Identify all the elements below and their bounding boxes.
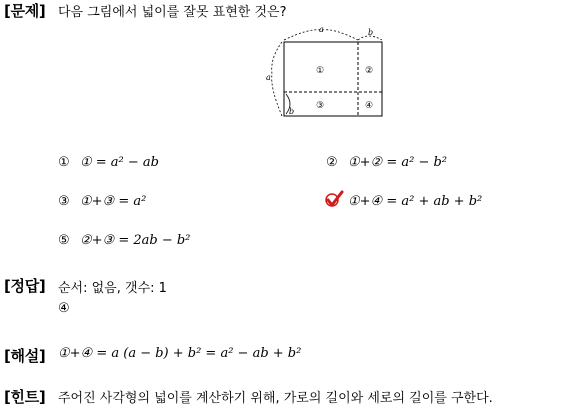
left-brace-a	[272, 42, 282, 116]
option-2-expression: ①+② = a² − b²	[348, 155, 448, 170]
solution-text: ①+④ = a (a − b) + b² = a² − ab + b²	[58, 346, 302, 361]
left-label-b: b	[289, 107, 295, 116]
top-label-b: b	[368, 28, 374, 37]
top-label-a: a	[319, 25, 324, 34]
option-5[interactable]	[58, 233, 190, 248]
rectangle-figure	[264, 22, 388, 122]
region-label-4: ④	[365, 101, 374, 111]
option-1[interactable]	[58, 155, 159, 170]
option-1-number: ①	[58, 155, 70, 170]
option-2-number: ②	[326, 155, 338, 170]
question-text: 다음 그림에서 넓이를 잘못 표현한 것은?	[58, 5, 287, 20]
option-2[interactable]	[326, 155, 447, 170]
answer-meta: 순서: 없음, 갯수: 1	[58, 281, 167, 296]
option-3-number: ③	[58, 194, 70, 209]
hint-text: 주어진 사각형의 넓이를 계산하기 위해, 가로의 길이와 세로의 길이를 구한다.	[58, 391, 493, 406]
option-5-expression: ②+③ = 2ab − b²	[80, 233, 191, 248]
option-3[interactable]	[58, 194, 146, 209]
option-5-number: ⑤	[58, 233, 70, 248]
option-3-expression: ①+③ = a²	[80, 194, 147, 209]
answer-value: ④	[58, 301, 70, 316]
region-label-1: ①	[316, 66, 325, 76]
region-label-3: ③	[316, 101, 325, 111]
check-icon	[324, 190, 344, 208]
region-label-2: ②	[365, 66, 374, 76]
left-label-a: a	[266, 73, 271, 82]
option-4-expression: ①+④ = a² + ab + b²	[348, 194, 483, 209]
solution-label: [해설]	[4, 347, 46, 365]
answer-label: [정답]	[4, 277, 46, 295]
question-label: [문제]	[4, 2, 46, 20]
option-4[interactable]	[326, 194, 482, 209]
option-1-expression: ① = a² − ab	[80, 155, 160, 170]
hint-label: [힌트]	[4, 388, 46, 406]
